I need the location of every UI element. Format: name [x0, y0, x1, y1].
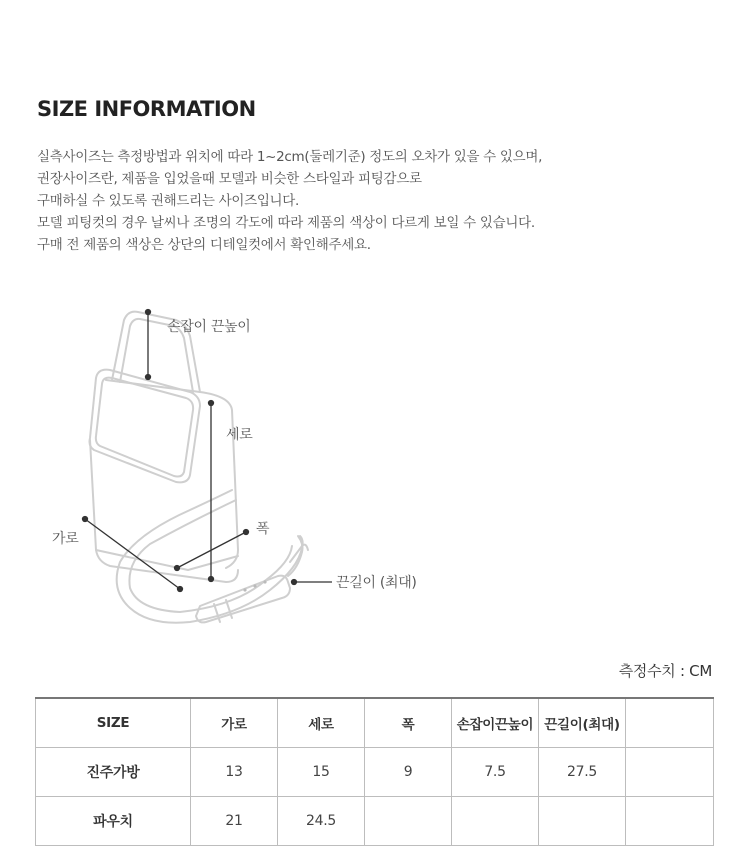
- measurement-unit: 측정수치 : CM: [618, 662, 712, 680]
- column-header: 끈길이(최대): [539, 698, 626, 747]
- table-cell: 7.5: [452, 747, 539, 796]
- note-line: 모델 피팅컷의 경우 날씨나 조명의 각도에 따라 제품의 색상이 다르게 보일 수 있습니다.: [37, 215, 535, 231]
- table-cell: 21: [191, 796, 278, 845]
- bag-measurement-diagram: [40, 300, 460, 645]
- table-cell: [452, 796, 539, 845]
- note-line: 구매 전 제품의 색상은 상단의 디테일컷에서 확인해주세요.: [37, 237, 371, 253]
- table-cell: 13: [191, 747, 278, 796]
- handle-height-label: 손잡이 끈높이: [167, 319, 251, 335]
- note-line: 실측사이즈는 측정방법과 위치에 따라 1~2cm(둘레기준) 정도의 오차가 있을 수 있으며,: [37, 149, 543, 165]
- bag-sketch: [40, 300, 460, 645]
- page-title: SIZE INFORMATION: [37, 97, 256, 121]
- size-notes: [37, 146, 717, 256]
- strap-length-label: 끈길이 (최대): [336, 575, 417, 591]
- width-measure: [85, 519, 180, 589]
- table-cell: [626, 796, 714, 845]
- table-header-row: [36, 698, 714, 747]
- table-cell: 9: [365, 747, 452, 796]
- table-row: [36, 796, 714, 845]
- table-cell: 27.5: [539, 747, 626, 796]
- width-label: 가로: [52, 531, 79, 547]
- column-header: 손잡이끈높이: [452, 698, 539, 747]
- row-label: 파우치: [36, 796, 191, 845]
- row-label: 진주가방: [36, 747, 191, 796]
- size-table: [35, 697, 714, 846]
- table-cell: [539, 796, 626, 845]
- column-header: 가로: [191, 698, 278, 747]
- table-cell: 24.5: [278, 796, 365, 845]
- table-cell: [626, 747, 714, 796]
- table-cell: 15: [278, 747, 365, 796]
- table-cell: [365, 796, 452, 845]
- body-sketch: [90, 440, 238, 582]
- column-header: [626, 698, 714, 747]
- note-line: 구매하실 수 있도록 권해드리는 사이즈입니다.: [37, 193, 300, 209]
- column-header: 폭: [365, 698, 452, 747]
- depth-label: 폭: [256, 521, 270, 537]
- height-label: 세로: [226, 427, 253, 443]
- note-line: 권장사이즈란, 제품을 입었을때 모델과 비슷한 스타일과 피팅감으로: [37, 171, 422, 187]
- table-row: [36, 747, 714, 796]
- column-header: SIZE: [36, 698, 191, 747]
- column-header: 세로: [278, 698, 365, 747]
